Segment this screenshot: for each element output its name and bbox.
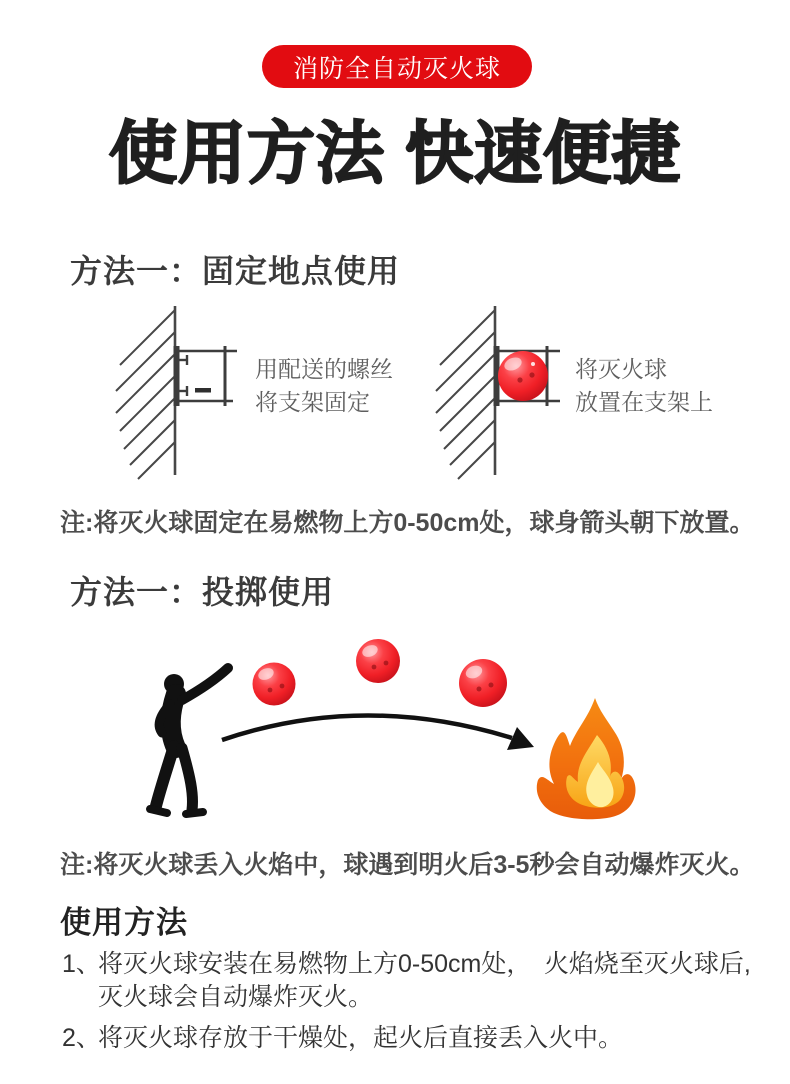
person-silhouette bbox=[150, 668, 228, 814]
wall-hatching bbox=[436, 310, 495, 479]
usage-item-1 bbox=[62, 948, 752, 1014]
ball-caption-line2: 放置在支架上 bbox=[575, 389, 713, 415]
ball-caption bbox=[575, 353, 713, 419]
bracket-caption-line1: 用配送的螺丝 bbox=[255, 356, 393, 382]
badge-pill bbox=[262, 45, 532, 88]
thrown-ball-2 bbox=[356, 639, 400, 683]
usage-item-1-line2: 灭火球会自动爆炸灭火。 bbox=[98, 983, 374, 1011]
bracket-caption bbox=[255, 353, 393, 419]
fixed-method-note: 注:将灭火球固定在易燃物上方0-50cm处，球身箭头朝下放置。 bbox=[60, 509, 755, 537]
wall-ball-diagram bbox=[420, 298, 580, 483]
extinguisher-ball bbox=[498, 351, 548, 401]
screw-dash bbox=[195, 388, 211, 393]
page-title: 使用方法 快速便捷 bbox=[109, 116, 681, 192]
throw-illustration bbox=[140, 630, 660, 840]
usage-item-1-number: 1、 bbox=[62, 950, 101, 978]
throw-method-note: 注:将灭火球丢入火焰中，球遇到明火后3-5秒会自动爆炸灭火。 bbox=[60, 851, 755, 879]
screws bbox=[179, 355, 187, 396]
bracket-caption-line2: 将支架固定 bbox=[255, 389, 370, 415]
usage-heading: 使用方法 bbox=[60, 905, 188, 940]
wall-bracket-diagram bbox=[100, 298, 260, 483]
method-throw-heading: 方法一：投掷使用 bbox=[70, 574, 335, 610]
ball-caption-line1: 将灭火球 bbox=[575, 356, 667, 382]
usage-item-1-line1: 将灭火球安装在易燃物上方0-50cm处， 火焰烧至灭火球后, bbox=[98, 950, 751, 978]
usage-item-2-line1: 将灭火球存放于干燥处，起火后直接丢入火中。 bbox=[98, 1024, 624, 1052]
method-fixed-heading: 方法一：固定地点使用 bbox=[70, 253, 401, 289]
usage-item-2 bbox=[62, 1022, 752, 1055]
usage-item-2-number: 2、 bbox=[62, 1024, 101, 1052]
trajectory-arrow bbox=[222, 715, 534, 750]
bracket bbox=[175, 346, 237, 406]
flame-icon bbox=[537, 698, 636, 819]
badge-label: 消防全自动灭火球 bbox=[292, 54, 501, 83]
thrown-ball-1 bbox=[253, 663, 296, 706]
wall-hatching bbox=[116, 310, 175, 479]
thrown-ball-3 bbox=[459, 659, 507, 707]
